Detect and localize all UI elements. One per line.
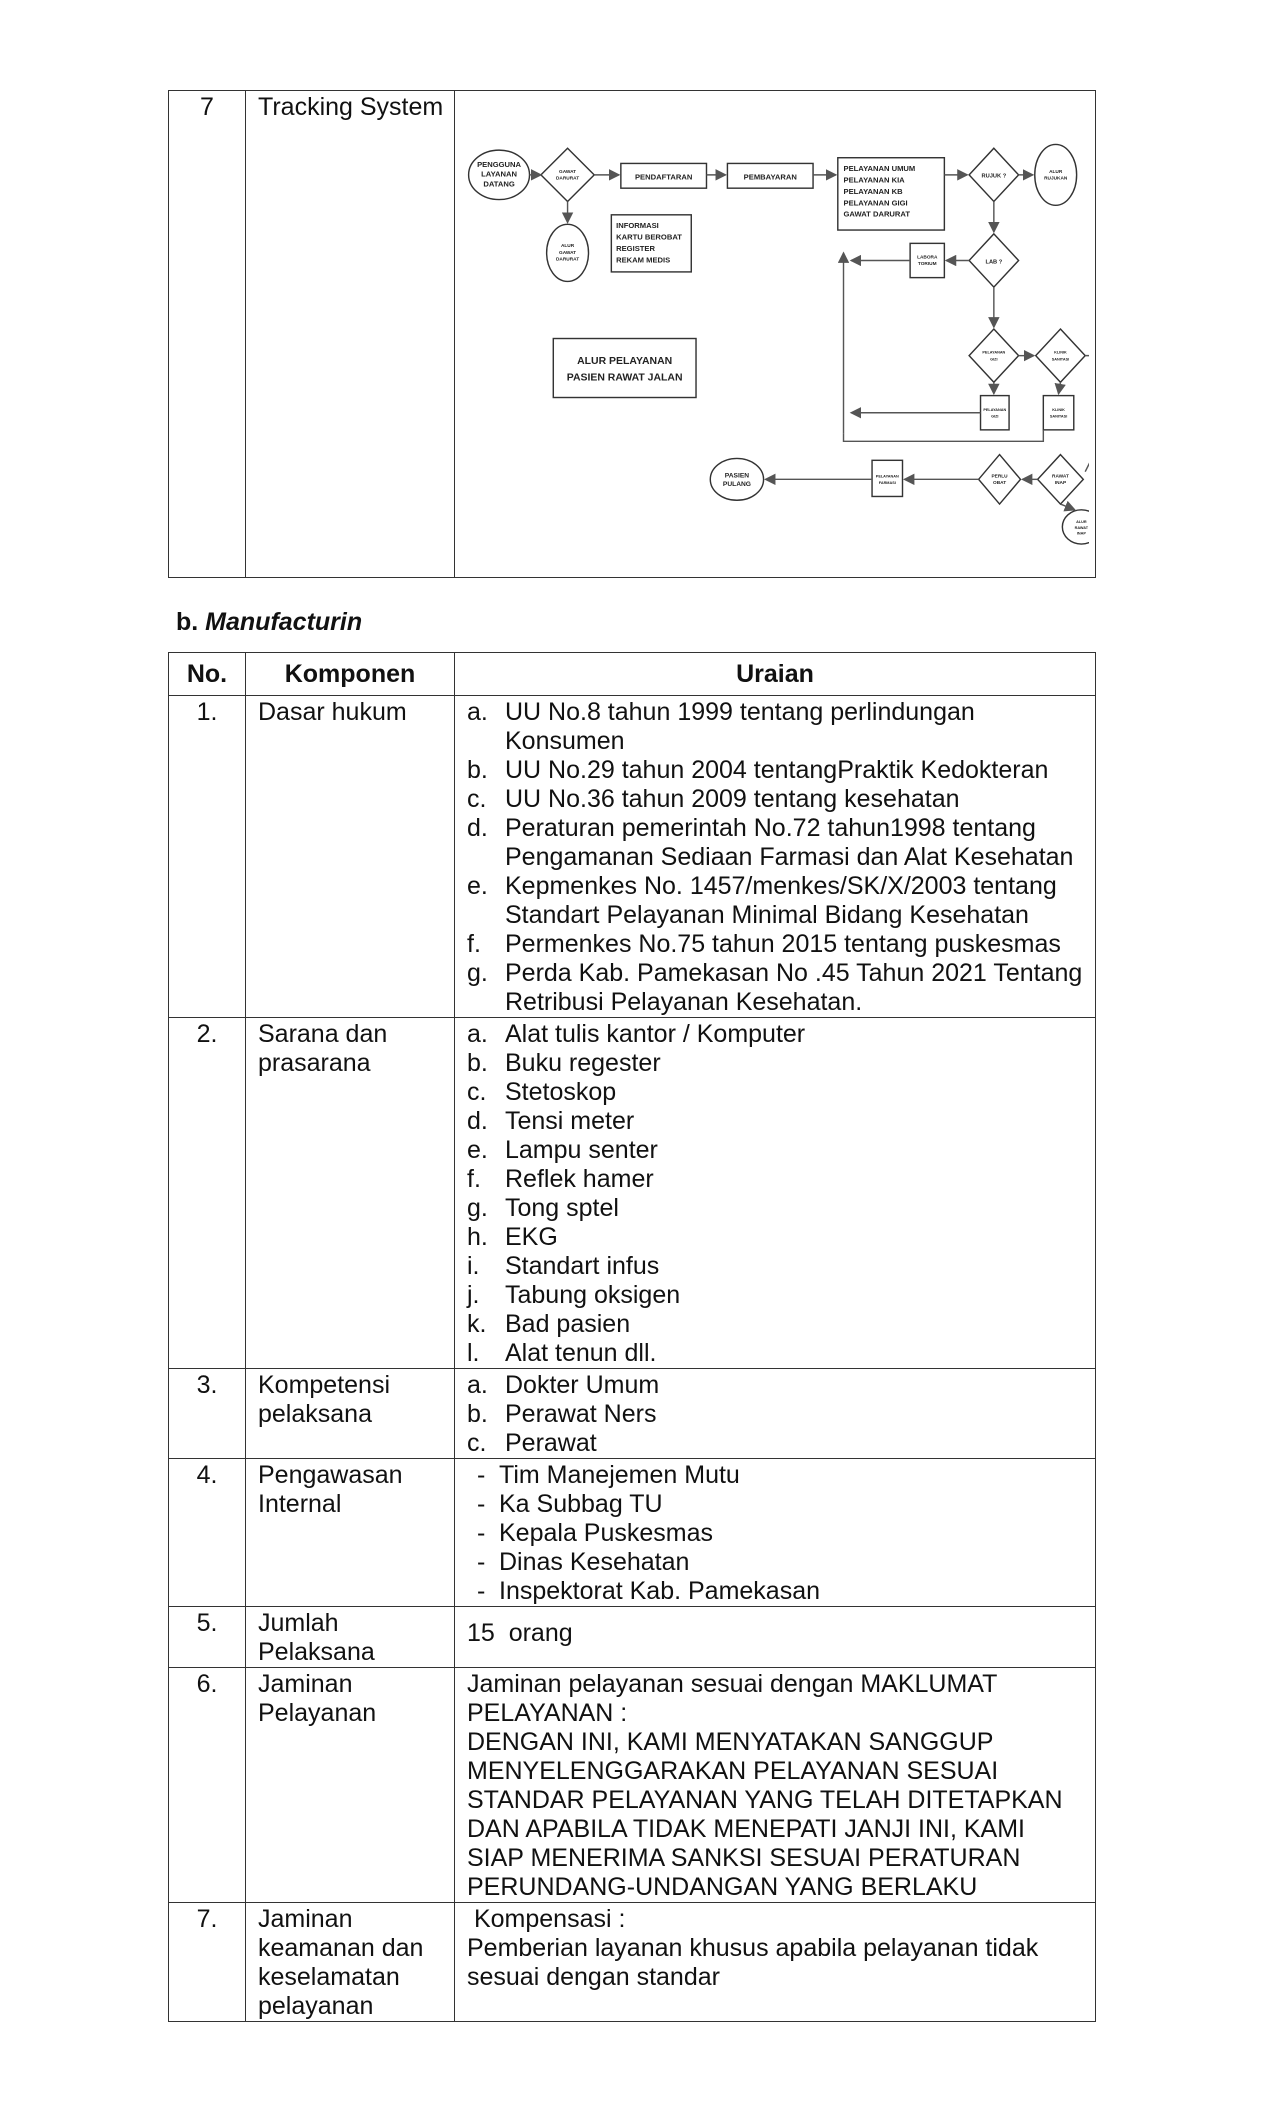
list-item-text: UU No.29 tahun 2004 tentangPraktik Kedokteran [505, 756, 1049, 784]
table-row [169, 1607, 1096, 1668]
svg-text:INFORMASI: INFORMASI [616, 221, 659, 231]
list-item [467, 1400, 1087, 1429]
flow-start-label: PENGGUNA [477, 160, 522, 170]
list-marker: j. [467, 1281, 480, 1309]
list-item [467, 1371, 1087, 1400]
list-item [467, 756, 1087, 785]
component-name: Sarana dan prasarana [246, 1018, 455, 1369]
description-text: Kompensasi : Pemberian layanan khusus apabila pelayanan tidak sesuai dengan standar [467, 1905, 1039, 1991]
list-item [467, 1252, 1087, 1281]
svg-text:GAWAT DARURAT: GAWAT DARURAT [843, 209, 911, 219]
table-row [169, 1459, 1096, 1607]
svg-text:ALUR: ALUR [1049, 169, 1063, 175]
table-row [169, 1018, 1096, 1369]
svg-text:PULANG: PULANG [722, 481, 751, 488]
list-marker: g. [467, 959, 488, 987]
svg-text:FARMASI: FARMASI [878, 481, 896, 486]
svg-text:ALUR: ALUR [560, 244, 575, 250]
svg-text:PELAYANAN KIA: PELAYANAN KIA [843, 175, 905, 185]
manufacturing-table [168, 652, 1096, 2022]
list-marker: c. [467, 1429, 487, 1457]
list-item [467, 1281, 1087, 1310]
tracking-table [168, 90, 1096, 578]
service-flowchart [461, 99, 1089, 559]
svg-text:PERLU: PERLU [991, 474, 1008, 480]
list-item [467, 1078, 1087, 1107]
list-item [467, 785, 1087, 814]
list-item-text: Perda Kab. Pamekasan No .45 Tahun 2021 Tentang Retribusi Pelayanan Kesehatan. [505, 959, 1083, 1016]
svg-text:RAWAT: RAWAT [1052, 474, 1069, 480]
list-item-text: UU No.36 tahun 2009 tentang kesehatan [505, 785, 960, 813]
component-name: Jumlah Pelaksana [246, 1607, 455, 1668]
description-text: 15 orang [467, 1619, 573, 1647]
header-komponen: Komponen [246, 653, 455, 696]
component-name: Kompetensi pelaksana [246, 1369, 455, 1459]
list-item [477, 1490, 1087, 1519]
component-name: Jaminan keamanan dan keselamatan pelayanan [246, 1903, 455, 2022]
svg-text:SANITASI: SANITASI [1051, 357, 1070, 362]
description-cell [455, 1459, 1096, 1607]
list-marker: a. [467, 698, 488, 726]
svg-text:REGISTER: REGISTER [616, 243, 656, 253]
row-number: 4. [169, 1459, 246, 1607]
svg-text:RUJUK ?: RUJUK ? [981, 173, 1007, 180]
flowchart-cell [455, 91, 1096, 578]
svg-text:DARURAT: DARURAT [555, 257, 580, 263]
flow-pembayaran: PEMBAYARAN [743, 172, 797, 182]
svg-text:RAWAT: RAWAT [1074, 525, 1089, 530]
list-item-text: Lampu senter [505, 1136, 658, 1164]
component-name: Pengawasan Internal [246, 1459, 455, 1607]
dash-marker: - [477, 1548, 486, 1576]
description-list [467, 698, 1087, 1017]
description-list [467, 1461, 1087, 1606]
list-marker: f. [467, 930, 481, 958]
row-number: 2. [169, 1018, 246, 1369]
svg-text:GAWAT: GAWAT [559, 250, 577, 256]
list-item-text: Dinas Kesehatan [499, 1548, 690, 1576]
svg-text:INAP: INAP [1054, 481, 1067, 487]
description-cell [455, 696, 1096, 1018]
table-row [169, 1903, 1096, 2022]
list-marker: c. [467, 1078, 487, 1106]
list-item [467, 1165, 1087, 1194]
list-marker: l. [467, 1339, 480, 1367]
list-item-text: UU No.8 tahun 1999 tentang perlindungan Konsumen [505, 698, 975, 755]
svg-text:LABORA: LABORA [917, 255, 938, 261]
list-item-text: Perawat [505, 1429, 597, 1457]
list-item-text: Reflek hamer [505, 1165, 654, 1193]
list-item [477, 1461, 1087, 1490]
list-item [467, 1310, 1087, 1339]
list-marker: f. [467, 1165, 481, 1193]
list-marker: a. [467, 1371, 488, 1399]
list-marker: a. [467, 1020, 488, 1048]
header-uraian: Uraian [455, 653, 1096, 696]
svg-text:GIZI: GIZI [991, 414, 999, 419]
svg-text:TORIUM: TORIUM [917, 262, 937, 268]
list-item-text: Bad pasien [505, 1310, 631, 1338]
dash-marker: - [477, 1577, 486, 1605]
list-item [477, 1548, 1087, 1577]
svg-text:REKAM MEDIS: REKAM MEDIS [616, 255, 671, 265]
row-number: 1. [169, 696, 246, 1018]
description-cell [455, 1607, 1096, 1668]
svg-text:OBAT: OBAT [993, 481, 1007, 487]
list-item-text: Tabung oksigen [505, 1281, 681, 1309]
list-marker: g. [467, 1194, 488, 1222]
list-item-text: Peraturan pemerintah No.72 tahun1998 tentang Pengamanan Sediaan Farmasi dan Alat Kesehatan [505, 814, 1074, 871]
list-item [467, 814, 1087, 872]
list-item-text: Perawat Ners [505, 1400, 657, 1428]
list-item [467, 1223, 1087, 1252]
svg-text:PELAYANAN: PELAYANAN [983, 407, 1007, 412]
svg-text:LAYANAN: LAYANAN [481, 169, 517, 179]
row-number: 7 [169, 91, 246, 578]
list-item [467, 872, 1087, 930]
description-text: Jaminan pelayanan sesuai dengan MAKLUMAT PELAYANAN : DENGAN INI, KAMI MENYATAKAN SANGGUP MENYELENGGARAKAN PELAYANAN SESUAI STANDAR PELAYANAN YANG TELAH DITETAPKAN DAN APABILA TIDAK MENEPATI JANJI INI, KAMI SIAP MENERIMA SANKSI SESUAI PERATURAN PERUNDANG-UNDANGAN YANG BERLAKU [467, 1670, 1063, 1901]
list-marker: c. [467, 785, 487, 813]
svg-text:ALUR: ALUR [1076, 520, 1087, 525]
list-item-text: Dokter Umum [505, 1371, 660, 1399]
svg-text:KARTU BEROBAT: KARTU BEROBAT [616, 232, 682, 242]
header-row [169, 653, 1096, 696]
list-item-text: Kepmenkes No. 1457/menkes/SK/X/2003 tentang Standart Pelayanan Minimal Bidang Kesehatan [505, 872, 1057, 929]
description-cell [455, 1668, 1096, 1903]
list-marker: b. [467, 1049, 488, 1077]
list-item [467, 698, 1087, 756]
svg-text:KLINIK: KLINIK [1052, 407, 1065, 412]
component-name: Dasar hukum [246, 696, 455, 1018]
list-marker: h. [467, 1223, 488, 1251]
list-item-text: Ka Subbag TU [499, 1490, 663, 1518]
svg-text:PASIEN: PASIEN [724, 472, 750, 480]
row-number: 3. [169, 1369, 246, 1459]
description-list [467, 1020, 1087, 1368]
list-marker: e. [467, 1136, 488, 1164]
list-item-text: Alat tulis kantor / Komputer [505, 1020, 806, 1048]
list-item [467, 959, 1087, 1017]
svg-text:LAB ?: LAB ? [985, 259, 1003, 266]
table-row [169, 91, 1096, 578]
svg-text:PELAYANAN KB: PELAYANAN KB [843, 186, 903, 196]
svg-text:PELAYANAN UMUM: PELAYANAN UMUM [843, 164, 916, 174]
dash-marker: - [477, 1461, 486, 1489]
list-item [477, 1519, 1087, 1548]
list-item [467, 930, 1087, 959]
list-marker: d. [467, 1107, 488, 1135]
list-item-text: Tong sptel [505, 1194, 619, 1222]
list-marker: e. [467, 872, 488, 900]
header-no: No. [169, 653, 246, 696]
list-item-text: Tensi meter [505, 1107, 635, 1135]
svg-text:PELAYANAN: PELAYANAN [875, 474, 899, 479]
list-item [477, 1577, 1087, 1606]
flow-title-line2: PASIEN RAWAT JALAN [566, 372, 683, 384]
svg-text:DARURAT: DARURAT [555, 176, 580, 182]
list-item-text: Alat tenun dll. [505, 1339, 657, 1367]
svg-text:INAP: INAP [1076, 531, 1086, 536]
row-number: 5. [169, 1607, 246, 1668]
list-item [467, 1049, 1087, 1078]
description-list [467, 1371, 1087, 1458]
table-row [169, 1668, 1096, 1903]
svg-text:PELAYANAN GIGI: PELAYANAN GIGI [843, 198, 908, 208]
list-marker: d. [467, 814, 488, 842]
list-item-text: EKG [505, 1223, 558, 1251]
svg-text:RUJUKAN: RUJUKAN [1044, 176, 1068, 182]
list-marker: k. [467, 1310, 487, 1338]
list-item [467, 1429, 1087, 1458]
svg-text:DATANG: DATANG [483, 179, 515, 189]
list-item [467, 1020, 1087, 1049]
list-marker: i. [467, 1252, 480, 1280]
svg-text:GIZI: GIZI [990, 357, 998, 362]
flow-title-line1: ALUR PELAYANAN [577, 356, 673, 368]
row-number: 7. [169, 1903, 246, 2022]
description-cell [455, 1369, 1096, 1459]
list-marker: b. [467, 756, 488, 784]
svg-text:KLINIK: KLINIK [1054, 350, 1067, 355]
svg-text:PELAYANAN: PELAYANAN [982, 350, 1006, 355]
description-cell [455, 1018, 1096, 1369]
table-row [169, 696, 1096, 1018]
list-item [467, 1107, 1087, 1136]
list-item [467, 1136, 1087, 1165]
list-item-text: Permenkes No.75 tahun 2015 tentang puskesmas [505, 930, 1061, 958]
table-body [169, 696, 1096, 2022]
list-item-text: Inspektorat Kab. Pamekasan [499, 1577, 821, 1605]
dash-marker: - [477, 1519, 486, 1547]
component-name: Jaminan Pelayanan [246, 1668, 455, 1903]
list-item-text: Stetoskop [505, 1078, 617, 1106]
list-item-text: Tim Manejemen Mutu [499, 1461, 740, 1489]
list-item-text: Kepala Puskesmas [499, 1519, 714, 1547]
dash-marker: - [477, 1490, 486, 1518]
flow-pendaftaran: PENDAFTARAN [634, 172, 693, 182]
list-item-text: Standart infus [505, 1252, 660, 1280]
list-marker: b. [467, 1400, 488, 1428]
section-title: b. Manufacturin [176, 608, 363, 636]
list-item-text: Buku regester [505, 1049, 661, 1077]
component-name: Tracking System [246, 91, 455, 578]
table-row [169, 1369, 1096, 1459]
svg-text:GAWAT: GAWAT [559, 169, 577, 175]
svg-text:SANITASI: SANITASI [1049, 414, 1068, 419]
list-item [467, 1339, 1087, 1368]
row-number: 6. [169, 1668, 246, 1903]
description-cell [455, 1903, 1096, 2022]
list-item [467, 1194, 1087, 1223]
